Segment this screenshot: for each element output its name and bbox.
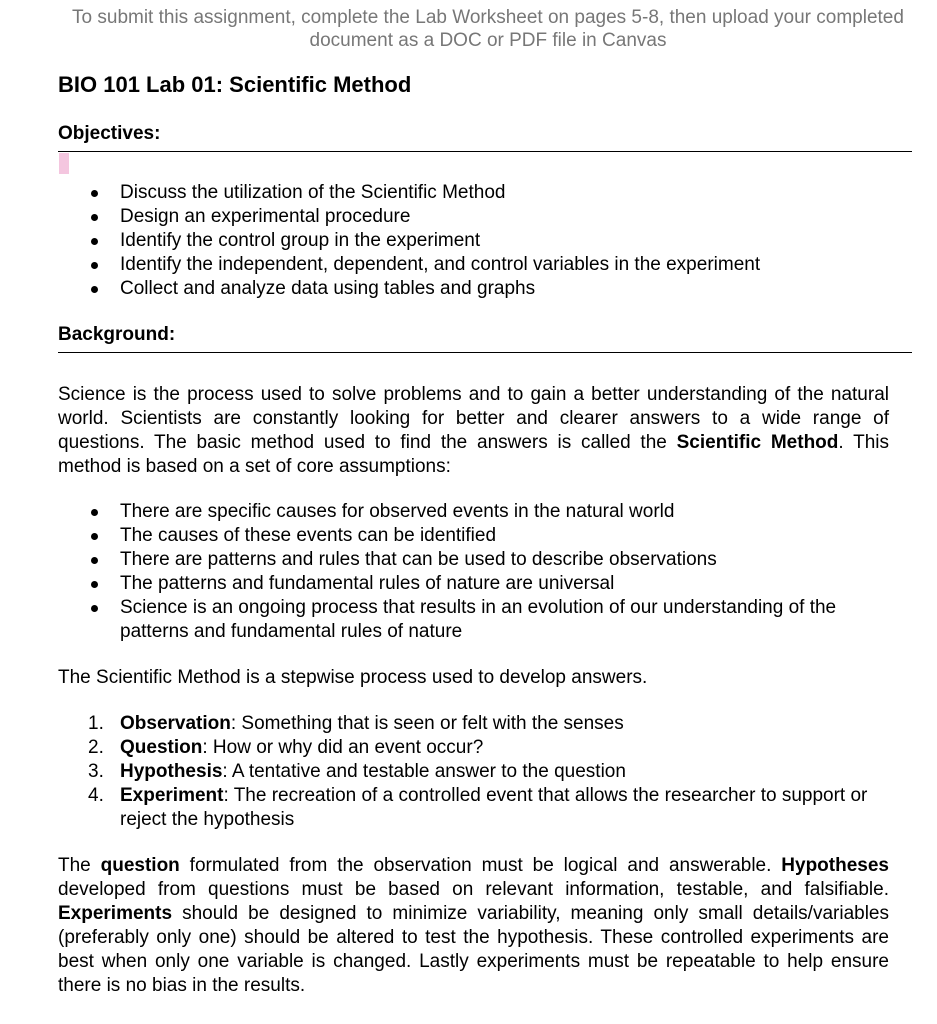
step-term: Question bbox=[120, 737, 203, 758]
step-term: Hypothesis bbox=[120, 761, 223, 782]
scientific-method-steps bbox=[88, 712, 888, 832]
list-item: There are specific causes for observed events in the natural world bbox=[88, 500, 888, 524]
step-text: : A tentative and testable answer to the question bbox=[222, 761, 626, 782]
step-term: Experiment bbox=[120, 785, 224, 806]
step-number: 3. bbox=[88, 761, 104, 782]
step-item bbox=[88, 736, 888, 760]
closing-text: developed from questions must be based on relevant information, testable, and falsifiable. bbox=[58, 879, 889, 900]
intro-text-2: . This method is based on a set of core assumptions: bbox=[58, 432, 889, 477]
step-text: : The recreation of a controlled event that allows the researcher to support or reject the hypothesis bbox=[120, 785, 868, 830]
closing-text: formulated from the observation must be logical and answerable. bbox=[179, 855, 782, 876]
objectives-list bbox=[88, 181, 888, 301]
step-term: Observation bbox=[120, 713, 231, 734]
intro-text-1: Science is the process used to solve problems and to gain a better understanding of the natural world. Scientists are constantly looking for better and clearer answers to a wide range of questions. The basic method used to find the answers is called the bbox=[58, 384, 889, 453]
list-item: Discuss the utilization of the Scientific Method bbox=[88, 181, 888, 205]
step-number: 2. bbox=[88, 737, 104, 758]
list-item: Design an experimental procedure bbox=[88, 205, 888, 229]
background-intro-paragraph bbox=[58, 383, 889, 479]
closing-text: The bbox=[58, 855, 101, 876]
list-item: Identify the independent, dependent, and control variables in the experiment bbox=[88, 253, 888, 277]
list-item: The patterns and fundamental rules of nature are universal bbox=[88, 572, 888, 596]
list-item: The causes of these events can be identified bbox=[88, 524, 888, 548]
step-item bbox=[88, 712, 888, 736]
page-title: BIO 101 Lab 01: Scientific Method bbox=[58, 72, 412, 97]
step-text: : Something that is seen or felt with the senses bbox=[230, 713, 624, 734]
text-cursor-highlight bbox=[59, 153, 69, 174]
step-item bbox=[88, 784, 888, 832]
background-heading: Background: bbox=[58, 324, 912, 353]
submission-notice: To submit this assignment, complete the Lab Worksheet on pages 5-8, then upload your completed document as a DOC or PDF file in Canvas bbox=[72, 7, 904, 51]
list-item: Collect and analyze data using tables and graphs bbox=[88, 277, 888, 301]
step-item bbox=[88, 760, 888, 784]
list-item: Identify the control group in the experiment bbox=[88, 229, 888, 253]
closing-bold-term: Hypotheses bbox=[781, 855, 889, 876]
closing-bold-term: question bbox=[100, 855, 180, 876]
step-text: : How or why did an event occur? bbox=[202, 737, 484, 758]
closing-paragraph bbox=[58, 854, 889, 998]
closing-bold-term: Experiments bbox=[58, 903, 173, 924]
list-item: There are patterns and rules that can be used to describe observations bbox=[88, 548, 888, 572]
assumptions-list bbox=[88, 500, 888, 644]
stepwise-intro-paragraph: The Scientific Method is a stepwise process used to develop answers. bbox=[58, 667, 648, 688]
step-number: 1. bbox=[88, 713, 104, 734]
list-item: Science is an ongoing process that results in an evolution of our understanding of the patterns and fundamental rules of nature bbox=[88, 596, 888, 644]
intro-bold-term: Scientific Method bbox=[676, 432, 839, 453]
objectives-heading: Objectives: bbox=[58, 123, 912, 152]
closing-text: should be designed to minimize variability, meaning only small details/variables (preferably only one) should be altered to test the hypothesis. These controlled experiments are best when only one variable is changed. Lastly experiments must be repeatable to help ensure there is no bias in the results. bbox=[58, 903, 889, 996]
step-number: 4. bbox=[88, 785, 104, 806]
